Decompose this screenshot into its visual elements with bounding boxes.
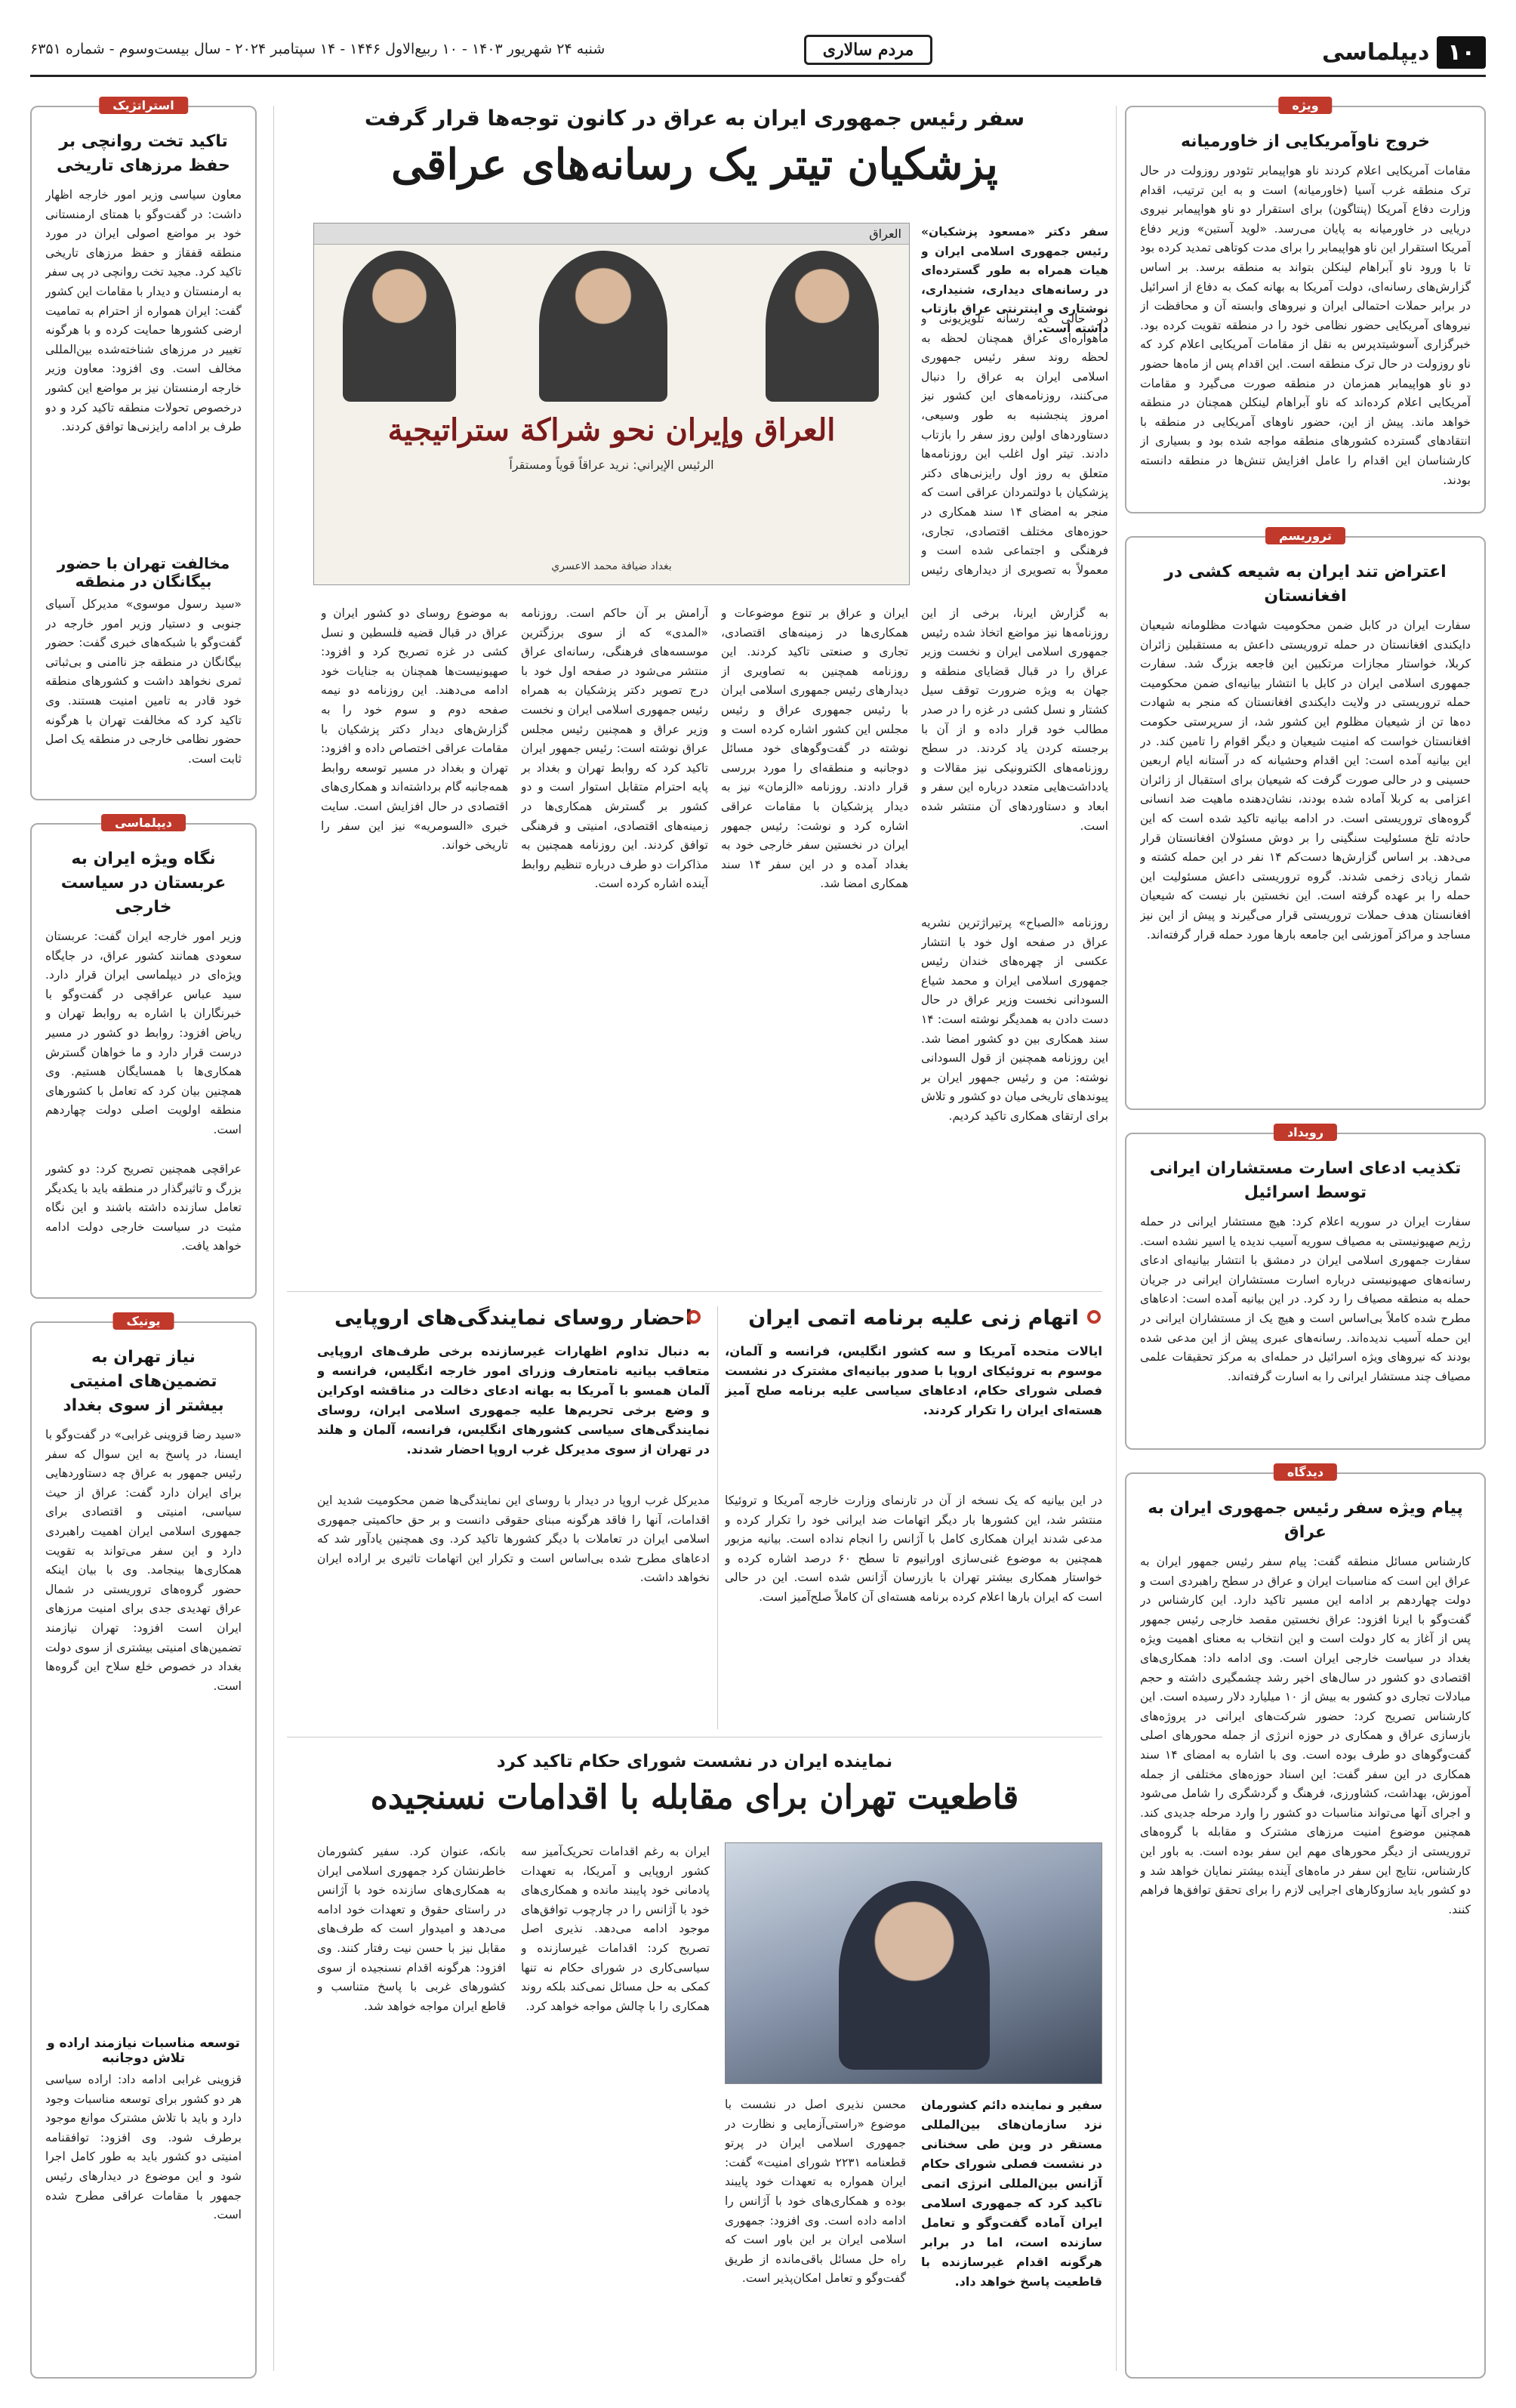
mid-box-title: احضار روسای نمایندگی‌های اروپایی: [334, 1306, 693, 1330]
bottom-body-3: بانکه، عنوان کرد. سفیر کشورمان خاطرنشان کرد جمهوری اسلامی ایران به همکاری‌های سازنده خود با آژانس در راستای حقوق و تعهدات خود ادامه می‌دهد و امیدوار است که طرف‌های مقابل نیز با حسن نیت رفتار کنند. وی افزود: هرگونه اقدام نسنجیده از سوی کشورهای غربی با پاسخ متناسب و قاطع ایران مواجه خواهد شد.: [317, 1845, 506, 2013]
section-marker-icon: [1087, 1310, 1101, 1324]
main-body-7: [287, 604, 310, 1276]
bottom-title: قاطعیت تهران برای مقابله با اقدامات نسنجیده: [370, 1778, 1019, 1817]
box-subheading: توسعه مناسبات نیازمند اراده و تلاش دوجانبه: [47, 2036, 240, 2066]
box-body: سفارت ایران در سوریه اعلام کرد: هیچ مستشار ایرانی در حمله رژیم صهیونیستی به مصیاف سوریه آسیب ندیده یا اسیر نشده است. سفارت جمهوری اسلامی ایران در دمشق با انتشار بیانیه‌ای ادعای رسانه‌های صهیونیستی درباره اسارت مستشاران ایرانی در جریان حمله به منطقه مصیاف را رد کرد. در این بیانیه آمده است: ادعاهای مطرح شده کاملاً بی‌اساس است و هیچ یک از مستشاران ایرانی در این حمله آسیب ندیده‌اند. رسانه‌های عبری پیش از این مدعی شده بودند که نیروهای ویژه اسرائیل در حمله‌ای به مرکز تحقیقات علمی مصیاف چند مستشار ایرانی را به اسارت گرفته‌اند.: [1140, 1215, 1471, 1383]
box-title: پیام ویژه سفر رئیس جمهوری ایران به عراق: [1148, 1499, 1463, 1542]
newspaper-logo: مردم سالاری: [804, 35, 932, 65]
right-box-1: [1125, 98, 1486, 513]
box-body: سفارت ایران در کابل ضمن محکومیت شهادت مظلومانه شیعیان دایکندی افغانستان در حمله تروریستی داعش به مستقبلین زائران کربلا، خواستار مجازات مرتکبین این فاجعه بزرگ شد. سفارت جمهوری اسلامی ایران در کابل با انتشار بیانیه‌ای ضمن محکومیت حمله تروریستی در ولایت دایکندی افغانستان که منجر به شهادت ده‌ها تن از شیعیان مظلوم این کشور شد، از سرپرستی حکومت افغانستان خواست که امنیت شیعیان و دیگر اقوام را تامین کند. در این بیانیه آمده است: این اقدام وحشیانه که در آستانه ایام اربعین حسینی و در حالی صورت گرفت که شیعیان برای استقبال از زائران اعزامی به کربلا آماده شده بودند، نشان‌دهنده ماهیت ضد انسانی گروه‌های تروریستی است. در ادامه بیانیه تاکید شده است که این حادثه تلخ مسئولیت سنگینی را بر دوش مسئولان افغانستان قرار می‌دهد. بر اساس گزارش‌ها دست‌کم ۱۴ نفر در این حمله کشته و شمار زیادی زخمی شدند. گروه تروریستی داعش مسئولیت این حمله را بر عهده گرفته است. این نخستین بار نیست که شیعیان افغانستان هدف حملات تروریستی قرار می‌گیرند و پیش از این نیز مساجد و مراکز آموزشی این جامعه بارها مورد حمله قرار گرفته‌اند.: [1140, 618, 1471, 942]
box-extra: عراقچی همچنین تصریح کرد: دو کشور بزرگ و تاثیرگذار در منطقه باید با یکدیگر تعامل سازنده داشته باشند و این نگاه مثبت در سیاست خارجی دولت ادامه خواهد یافت.: [45, 1162, 242, 1253]
box-sub-body: قزوینی غرابی ادامه داد: اراده سیاسی هر دو کشور برای توسعه مناسبات وجود دارد و باید با تلاش مشترک موانع موجود برطرف شود. وی افزود: توافقنامه امنیتی دو کشور باید به طور کامل اجرا شود و این موضوع در دیدارهای رئیس جمهور با مقامات عراقی مطرح شده است.: [45, 2073, 242, 2222]
left-box-2: [30, 816, 257, 1299]
box-title: اعتراض تند ایران به شیعه کشی در افغانستان: [1164, 563, 1447, 606]
mid-box-title: اتهام زنی علیه برنامه اتمی ایران: [748, 1306, 1079, 1330]
portrait-photo: [539, 251, 667, 402]
newspaper-caption: الرئيس الإيراني: نريد عراقاً قوياً ومستقراً: [509, 458, 714, 472]
kicker: ویژه: [1278, 97, 1332, 114]
section-name: دیپلماسی: [1321, 39, 1430, 66]
dateline: شنبه ۲۴ شهریور ۱۴۰۳ - ۱۰ ربیع‌الاول ۱۴۴۶ - ۱۴ سپتامبر ۲۰۲۴ - سال بیست‌وسوم - شماره ۶۳۵۱: [30, 41, 605, 57]
main-lead: سفر دکتر «مسعود پزشکیان» رئیس جمهوری اسلامی ایران و هیات همراه به طور گسترده‌ای در رسانه‌های دیداری، شنیداری، نوشتاری و اینترنتی عراق بازتاب داشته است.: [921, 225, 1108, 335]
left-box-3: [30, 1314, 257, 2379]
mid-box-left: [317, 1306, 710, 1729]
portrait-photo: [766, 251, 879, 402]
mid-box-lead: به دنبال تداوم اظهارات غیرسازنده برخی طرف‌های اروپایی متعاقب بیانیه نامتعارف وزرای امور خارجه انگلیس، فرانسه و آلمان همسو با آمریکا به بهانه ادعای دخالت در مناقشه اوکراین و وضع برخی تحریم‌ها علیه جمهوری اسلامی ایران، روسای نمایندگی‌های سیاسی کشورهای انگلیس، فرانسه، آلمان و هلند در تهران از سوی مدیرکل غرب اروپا احضار شدند.: [317, 1344, 710, 1457]
kicker: تروریسم: [1265, 527, 1345, 544]
bottom-supertitle: نماینده ایران در نشست شورای حکام تاکید کرد: [496, 1752, 893, 1771]
box-title: تکذیب ادعای اسارت مستشاران ایرانی توسط اسرائیل: [1149, 1159, 1462, 1202]
kicker: یونیک: [113, 1312, 174, 1330]
mid-box-right: [725, 1306, 1102, 1729]
kicker: دیدگاه: [1274, 1463, 1337, 1481]
iraqi-newspaper-image: [313, 223, 910, 585]
box-sub-body: «سید رسول موسوی» مدیرکل آسیای جنوبی و دستیار وزیر امور خارجه در گفت‌وگو با شبکه‌های خبری گفت: حضور بیگانگان در منطقه جز ناامنی و بی‌ثباتی ثمری نخواهد داشت و کشورهای منطقه خود قادر به تامین امنیت هستند. وی تاکید کرد که مخالفت تهران با هرگونه حضور نظامی خارجی در منطقه یک اصل ثابت است.: [45, 597, 242, 766]
newspaper-headline: العراق وإيران نحو شراكة ستراتيجية: [387, 412, 836, 448]
bottom-body-1: محسن نذیری اصل در نشست با موضوع «راستی‌آزمایی و نظارت در جمهوری اسلامی ایران در پرتو قطعنامه ۲۲۳۱ شورای امنیت» گفت: ایران همواره به تعهدات خود پایبند بوده و همکاری‌های خود با آژانس را ادامه داده است. وی افزود: جمهوری اسلامی ایران بر این باور است که راه حل مسائل باقی‌مانده از طریق گفت‌وگو و تعامل امکان‌پذیر است.: [725, 2098, 906, 2286]
section-tag: [1322, 36, 1486, 69]
main-supertitle: سفر رئیس جمهوری ایران به عراق در کانون توجه‌ها قرار گرفت: [364, 106, 1025, 131]
main-body-3: روزنامه «الصباح» پرتیراژترین نشریه عراق در صفحه اول خود با انتشار عکسی از چهره‌های خندان رئیس جمهوری اسلامی ایران و محمد شیاع السودانی نخست وزیر عراق در حال دست دادن به همدیگر نوشته است: ۱۴ سند همکاری بین دو کشور امضا شد. این روزنامه همچنین از قول السودانی نوشته: من و رئیس جمهور ایران بر پیوندهای تاریخی میان دو کشور و تلاش برای ارتقای همکاری تاکید کردیم.: [921, 916, 1108, 1123]
box-title: نگاه ویژه ایران به عربستان در سیاست خارجی: [60, 849, 226, 917]
bottom-body-2: ایران به رغم اقدامات تحریک‌آمیز سه کشور اروپایی و آمریکا، به تعهدات پادمانی خود پایبند مانده و همکاری‌های خود با آژانس را در چارچوب توافق‌های موجود ادامه می‌دهد. نذیری اصل تصریح کرد: اقدامات غیرسازنده و سیاسی‌کاری در شورای حکام نه تنها کمکی به حل مسائل نمی‌کند بلکه روند همکاری را با چالش مواجه خواهد کرد.: [521, 1845, 710, 2013]
photo-credit: بغداد ضيافة محمد الاعسري: [551, 560, 672, 572]
box-body: مقامات آمریکایی اعلام کردند ناو هواپیمابر تئودور روزولت در حال ترک منطقه غرب آسیا (خاورمیانه) است و به این ترتیب، اقدام وزارت دفاع آمریکا (پنتاگون) برای استقرار دو ناو هواپیمابر نیروی دریایی در خاورمیانه به پایان می‌رسد. «لوید آستین» وزیر دفاع آمریکا استقرار این ناو هواپیمابر را برای مدت کوتاهی تمدید کرده بود تا با ورود ناو آبراهام لینکلن بتواند به منطقه برسد. بر اساس گزارش‌های رسانه‌ای، دولت آمریکا به بهانه کمک به دفاع از اسرائیل در برابر حملات احتمالی ایران و نیروهای وابسته آن و محافظت از نیروهای آمریکایی حضور نظامی خود را در منطقه تقویت کرده بود. خبرگزاری آسوشیتدپرس به نقل از مقامات آمریکایی اعلام کرد که ناو روزولت در حال ترک منطقه است. این اقدام پس از ماه‌ها حضور دو ناو هواپیمابر همزمان در منطقه صورت می‌گیرد و مقامات آمریکایی اعلام کرده‌اند که ناو آبراهام لینکلن همچنان در منطقه خواهد ماند. پیش از این، حضور ناوهای آمریکایی در منطقه با انتقادهای گسترده کشورهای منطقه مواجه شده بود و بسیاری از کارشناسان این اقدام را عامل افزایش تنش‌ها در منطقه دانسته بودند.: [1140, 164, 1471, 487]
box-title: خروج ناوآمریکایی از خاورمیانه: [1180, 132, 1431, 151]
right-box-4: [1125, 1465, 1486, 2379]
main-title: پزشکیان تیتر یک رسانه‌های عراقی: [391, 140, 998, 190]
section-marker-icon: [687, 1310, 701, 1324]
bottom-lead: سفیر و نماینده دائم کشورمان نزد سازمان‌های بین‌المللی مستقر در وین طی سخنانی در نشست فصلی شورای حکام آژانس بین‌المللی انرژی اتمی تاکید کرد که جمهوری اسلامی ایران آماده گفت‌وگو و تعامل سازنده است، اما در برابر هرگونه اقدام غیرسازنده با قاطعیت پاسخ خواهد داد.: [921, 2098, 1102, 2289]
box-body: کارشناس مسائل منطقه گفت: پیام سفر رئیس جمهور ایران به عراق این است که مناسبات ایران و عراق در سطح راهبردی است و دولت چهاردهم بر ادامه این مسیر تاکید دارد. این کارشناس در گفت‌وگو با ایرنا افزود: عراق نخستین مقصد خارجی رئیس جمهور پس از آغاز به کار دولت است و این انتخاب به معنای اهمیت ویژه بغداد در سیاست خارجی ایران است. وی ادامه داد: همکاری‌های اقتصادی دو کشور در سال‌های اخیر رشد چشمگیری داشته و حجم مبادلات تجاری دو کشور به بیش از ۱۰ میلیارد دلار رسیده است. این کارشناس تصریح کرد: حضور شرکت‌های ایرانی در پروژه‌های بازسازی عراق و همکاری در حوزه انرژی از جمله محورهای اصلی گفت‌وگوهای دو طرف بوده است. وی با اشاره به امضای ۱۴ سند همکاری در این سفر گفت: این اسناد حوزه‌های مختلفی از جمله آموزش، بهداشت، کشاورزی، فرهنگ و گردشگری را شامل می‌شود و اجرای آنها می‌تواند مناسبات دو کشور را وارد مرحله جدیدی کند. همچنین موضوع امنیت مرزهای مشترک و مقابله با گروه‌های تروریستی از دیگر محورهای مهم این سفر بوده است. به باور این کارشناس، نتایج این سفر در ماه‌های آینده بیشتر نمایان خواهد شد و دو کشور باید سازوکارهای اجرایی لازم را برای تحقق توافق‌ها فراهم کنند.: [1140, 1555, 1471, 1916]
mid-box-body: مدیرکل غرب اروپا در دیدار با روسای این نمایندگی‌ها ضمن محکومیت شدید این اقدامات، آنها را فاقد هرگونه مبنای حقوقی دانست و بر حق حاکمیتی جمهوری اسلامی ایران در تعاملات با دیگر کشورها تاکید کرد. وی همچنین یادآور شد که ادعاهای مطرح شده بی‌اساس است و تکرار این اتهامات تاثیری بر اراده ایران نخواهد داشت.: [317, 1494, 710, 1585]
kicker: استراتژیک: [99, 97, 188, 114]
portrait-photo: [343, 251, 456, 402]
box-body: وزیر امور خارجه ایران گفت: عربستان سعودی همانند کشور عراق، در جایگاه ویژه‌ای در دیپلماسی ایران قرار دارد. سید عباس عراقچی در گفت‌وگو با خبرنگاران با اشاره به روابط تهران و ریاض افزود: روابط دو کشور در مسیر درست قرار دارد و ما خواهان گسترش همکاری‌ها با همسایگان هستیم. وی همچنین بیان کرد که تعامل با کشورهای منطقه اولویت اصلی دولت چهاردهم است.: [45, 930, 242, 1136]
box-subheading: مخالفت تهران با حضور بیگانگان در منطقه: [57, 554, 230, 590]
page-number: ۱۰: [1437, 36, 1486, 69]
mid-box-lead: ایالات متحده آمریکا و سه کشور انگلیس، فرانسه و آلمان، موسوم به تروئیکای اروپا با صدور بیانیه‌ای مشترک در نشست فصلی شورای حکام، ادعاهای سیاسی علیه برنامه صلح آمیز هسته‌ای ایران را تکرار کردند.: [725, 1344, 1102, 1417]
box-body: «سید رضا قزوینی غرابی» در گفت‌وگو با ایسنا، در پاسخ به این سوال که سفر رئیس جمهور به عراق چه دستاوردهایی برای ایران دارد گفت: عراق از حیث سیاسی، امنیتی و اقتصادی برای جمهوری اسلامی ایران اهمیت راهبردی دارد و این سفر می‌تواند به تقویت همکاری‌ها بینجامد. وی با بیان اینکه حضور گروه‌های تروریستی در شمال عراق تهدیدی جدی برای امنیت مرزهای ایران است افزود: تهران نیازمند تضمین‌های امنیتی بیشتری از سوی دولت بغداد در خصوص خلع سلاح این گروه‌ها است.: [45, 1428, 242, 1693]
kicker: دیپلماسی: [101, 814, 186, 831]
ambassador-photo: [725, 1842, 1102, 2084]
page-header: [30, 30, 1486, 77]
main-body-4: ایران و عراق بر تنوع موضوعات و همکاری‌ها در زمینه‌های اقتصادی، تجاری و صنعتی تاکید کردند. این روزنامه همچنین به تصاویری از دیدارهای رئیس جمهوری اسلامی ایران با رئیس جمهوری عراق و رئیس مجلس این کشور اشاره کرده است و نوشته در گفت‌وگوهای خود مسائل دوجانبه و منطقه‌ای را مورد بررسی قرار دادند. روزنامه «الزمان» نیز به دیدار پزشکیان با مقامات عراقی اشاره کرد و نوشت: رئیس جمهور ایران در نخستین سفر خارجی خود به بغداد آمده و در این سفر ۱۴ سند همکاری امضا شد.: [721, 606, 908, 891]
right-box-3: [1125, 1125, 1486, 1450]
newspaper-masthead: العراق: [314, 224, 909, 245]
main-body-2: به گزارش ایرنا، برخی از این روزنامه‌ها نیز مواضع اتخاذ شده رئیس جمهوری اسلامی ایران و نخست وزیر عراق را در قبال قضایای منطقه و جهان به ویژه ضرورت توقف سیل کشتار و نسل کشی در غزه را در صدر مطالب خود قرار داده و از آن با برجسته کردن یاد کردند. در سطح روزنامه‌های الکترونیکی نیز مقالات و یادداشت‌هایی متعدد درباره این سفر و ابعاد و دستاوردهای آن منتشر شده است.: [921, 606, 1108, 833]
kicker: رویداد: [1274, 1124, 1337, 1141]
right-box-2: [1125, 529, 1486, 1110]
main-body-1: در حالی که رسانه تلویزیونی و ماهواره‌ای عراق همچنان لحظه به لحظه روند سفر رئیس جمهوری اسلامی ایران به عراق را دنبال می‌کنند، روزنامه‌های این کشور نیز امروز پنجشنبه به طور وسیعی، دستاوردهای اولین روز سفر را بازتاب دادند. تیتر اول اغلب این روزنامه‌ها متعلق به روز اول رایزنی‌های دکتر پزشکیان با دولتمردان عراقی است که منجر به امضای ۱۴ سند همکاری در حوزه‌های مختلف اقتصادی، تجاری، فرهنگی و اجتماعی شده است و معمولاً به تصویری از دیدارهای رئیس: [921, 312, 1108, 577]
mid-box-body: در این بیانیه که یک نسخه از آن در تارنمای وزارت خارجه آمریکا و تروئیکا منتشر شد، این کشورها بار دیگر اتهامات ضد ایرانی خود را تکرار کرده و مدعی شدند ایران همکاری کامل با آژانس را انجام نداده است. بیانیه مزبور همچنین به موضوع غنی‌سازی اورانیوم تا سطح ۶۰ درصد اشاره کرده و خواستار همکاری بیشتر تهران با بازرسان آژانس شده است. این در حالی است که ایران بارها اعلام کرده برنامه هسته‌ای آن کاملاً صلح‌آمیز است.: [725, 1494, 1102, 1604]
main-body-5: آرامش بر آن حاکم است. روزنامه «المدی» که از سوی برزگترین موسسه‌های فرهنگی، رسانه‌ای عراق منتشر می‌شود در صفحه اول خود با درج تصویر دکتر پزشکیان به همراه رئیس جمهوری اسلامی ایران و نخست وزیر عراق و همچنین رئیس مجلس عراق نوشته است: رئیس جمهور ایران تاکید کرد که روابط تهران و بغداد بر پایه احترام متقابل استوار است و دو کشور بر گسترش همکاری‌ها در زمینه‌های اقتصادی، امنیتی و فرهنگی توافق کردند. این روزنامه همچنین به مذاکرات دو طرف درباره تنظیم روابط آینده اشاره کرده است.: [521, 606, 708, 891]
left-box-1: [30, 98, 257, 800]
box-body: معاون سیاسی وزیر امور خارجه اظهار داشت: در گفت‌وگو با همتای ارمنستانی خود بر مواضع اصولی ایران در مورد منطقه قفقاز و حفظ مرزهای تاریخی تاکید کرد. مجید تخت روانچی در پی سفر به ارمنستان و دیدار با مقامات این کشور گفت: ایران همواره از احترام به تمامیت ارضی کشورها حمایت کرده و با هرگونه تغییر در مرزهای شناخته‌شده بین‌المللی مخالف است. وی افزود: معاون وزیر خارجه ارمنستان نیز بر مواضع این کشور درخصوص تحولات منطقه تاکید کرد و دو طرف بر ادامه رایزنی‌ها توافق کردند.: [45, 188, 242, 434]
bottom-body-4: [287, 1842, 310, 2379]
main-body-6: به موضوع روسای دو کشور ایران و عراق در قبال قضیه فلسطین و نسل کشی در غزه تصریح کرد و افزود: صهیونیست‌ها همچنان به جنایات خود ادامه می‌دهند. این روزنامه دو نیمه صفحه دوم و سوم خود را به گزارش‌های دیدار دکتر پزشکیان با مقامات عراقی اختصاص داده و افزود: تهران و بغداد در مسیر توسعه روابط همه‌جانبه گام برداشته‌اند و همکاری‌های اقتصادی در حال افزایش است. سایت خبری «السومریه» نیز این سفر را تاریخی خواند.: [321, 606, 508, 853]
box-title: تاکید تخت روانچی بر حفظ مرزهای تاریخی: [57, 132, 230, 175]
box-title: نیاز تهران به تضمین‌های امنیتی بیشتر از سوی بغداد: [63, 1348, 224, 1415]
